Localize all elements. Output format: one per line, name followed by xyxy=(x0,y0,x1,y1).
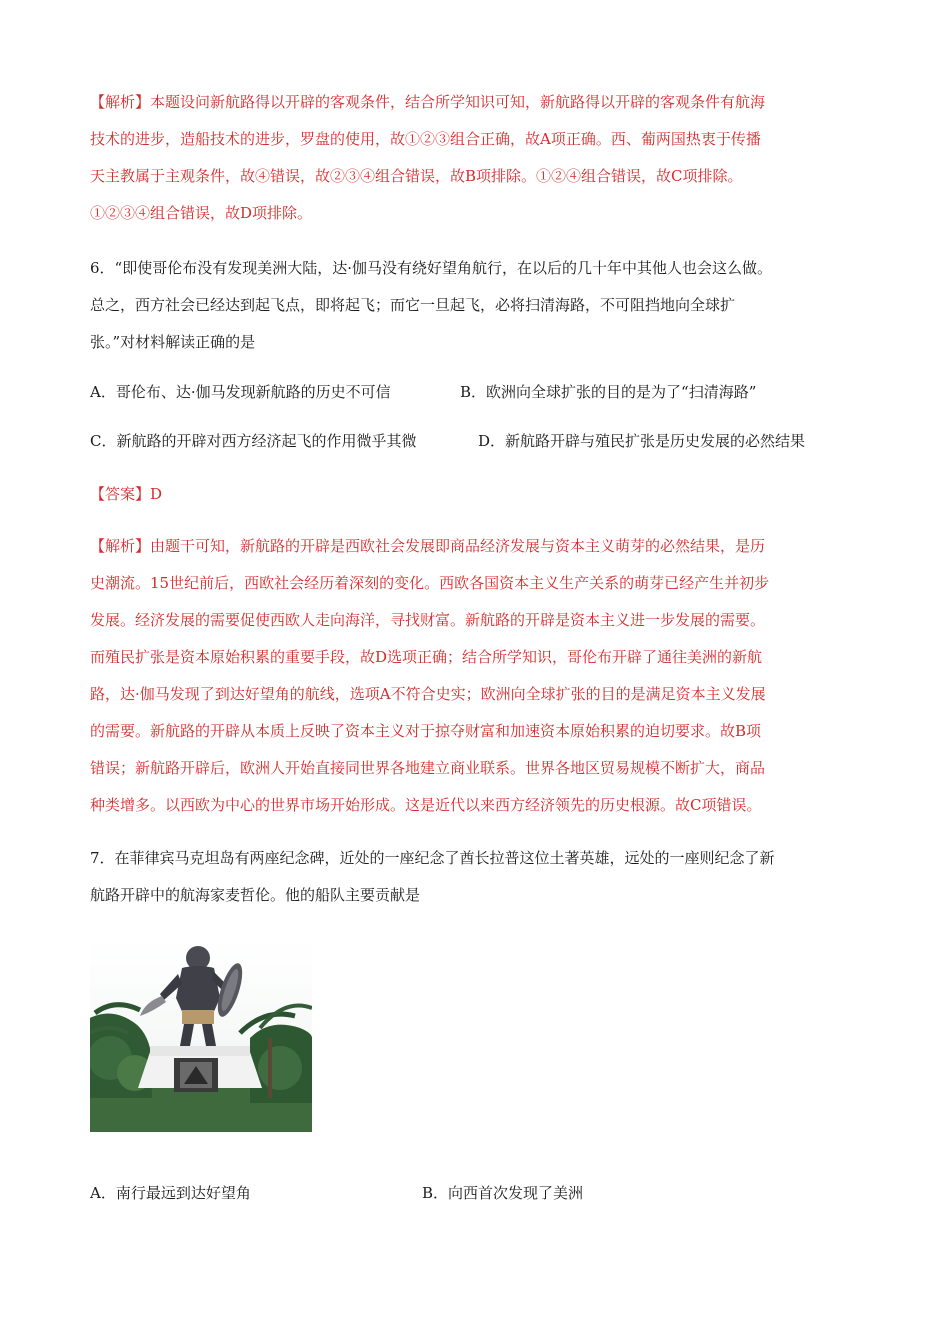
q6-analysis-line: 错误；新航路开辟后，欧洲人开始直接同世界各地建立商业联系。世界各地区贸易规模不断扩大，商品 xyxy=(90,759,766,777)
q7-option-b[interactable]: B．向西首次发现了美洲 xyxy=(422,1184,584,1202)
q6-analysis-line: 【解析】由题干可知，新航路的开辟是西欧社会发展即商品经济发展与资本主义萌芽的必然结果，是历 xyxy=(90,537,766,555)
q6-answer xyxy=(90,476,860,513)
q6-option-d[interactable]: D．新航路开辟与殖民扩张是历史发展的必然结果 xyxy=(478,432,806,450)
q6-option-b[interactable]: B．欧洲向全球扩张的目的是为了“扫清海路” xyxy=(460,383,757,401)
q6-stem-line: 张。”对材料解读正确的是 xyxy=(90,333,256,351)
q5-analysis-line: ①②③④组合错误，故D项排除。 xyxy=(90,204,313,222)
lapulapu-statue-image xyxy=(90,938,312,1132)
q5-analysis-line: 天主教属于主观条件，故④错误，故②③④组合错误，故B项排除。①②④组合错误，故C项排除。 xyxy=(90,167,743,185)
q7-stem xyxy=(90,840,860,914)
q5-analysis xyxy=(90,84,860,232)
q6-option-a[interactable]: A．哥伦布、达·伽马发现新航路的历史不可信 xyxy=(90,383,391,401)
q6-analysis-line: 种类增多。以西欧为中心的世界市场开始形成。这是近代以来西方经济领先的历史根源。故C项错误。 xyxy=(90,796,762,814)
q6-option-c[interactable]: C．新航路的开辟对西方经济起飞的作用微乎其微 xyxy=(90,432,417,450)
q6-stem xyxy=(90,250,860,361)
q7-option-a[interactable]: A．南行最远到达好望角 xyxy=(90,1184,251,1202)
q7-stem-line: 7．在菲律宾马克坦岛有两座纪念碑，近处的一座纪念了酋长拉普这位土著英雄，远处的一座则纪念了新 xyxy=(90,849,775,867)
monument-photo xyxy=(90,938,312,1132)
q6-analysis-line: 而殖民扩张是资本原始积累的重要手段，故D选项正确；结合所学知识，哥伦布开辟了通往美洲的新航 xyxy=(90,648,763,666)
q6-stem-line: 6．“即使哥伦布没有发现美洲大陆，达·伽马没有绕好望角航行，在以后的几十年中其他人也会这么做。 xyxy=(90,259,772,277)
q6-analysis-line: 发展。经济发展的需要促使西欧人走向海洋，寻找财富。新航路的开辟是资本主义进一步发展的需要。 xyxy=(90,611,766,629)
q6-analysis xyxy=(90,528,860,824)
q6-stem-line: 总之，西方社会已经达到起飞点，即将起飞；而它一旦起飞，必将扫清海路，不可阻挡地向全球扩 xyxy=(90,296,736,314)
q5-analysis-line: 技术的进步，造船技术的进步，罗盘的使用，故①②③组合正确，故A项正确。西、葡两国热衷于传播 xyxy=(90,130,761,148)
q6-analysis-line: 的需要。新航路的开辟从本质上反映了资本主义对于掠夺财富和加速资本原始积累的迫切要求。故B项 xyxy=(90,722,762,740)
q6-analysis-line: 路，达·伽马发现了到达好望角的航线，选项A不符合史实；欧洲向全球扩张的目的是满足资本主义发展 xyxy=(90,685,766,703)
answer-label: 【答案】D xyxy=(90,485,163,503)
q6-analysis-line: 史潮流。15世纪前后，西欧社会经历着深刻的变化。西欧各国资本主义生产关系的萌芽已经产生并初步 xyxy=(90,574,770,592)
q5-analysis-line: 【解析】本题设问新航路得以开辟的客观条件，结合所学知识可知，新航路得以开辟的客观条件有航海 xyxy=(90,93,766,111)
q7-stem-line: 航路开辟中的航海家麦哲伦。他的船队主要贡献是 xyxy=(90,886,421,904)
